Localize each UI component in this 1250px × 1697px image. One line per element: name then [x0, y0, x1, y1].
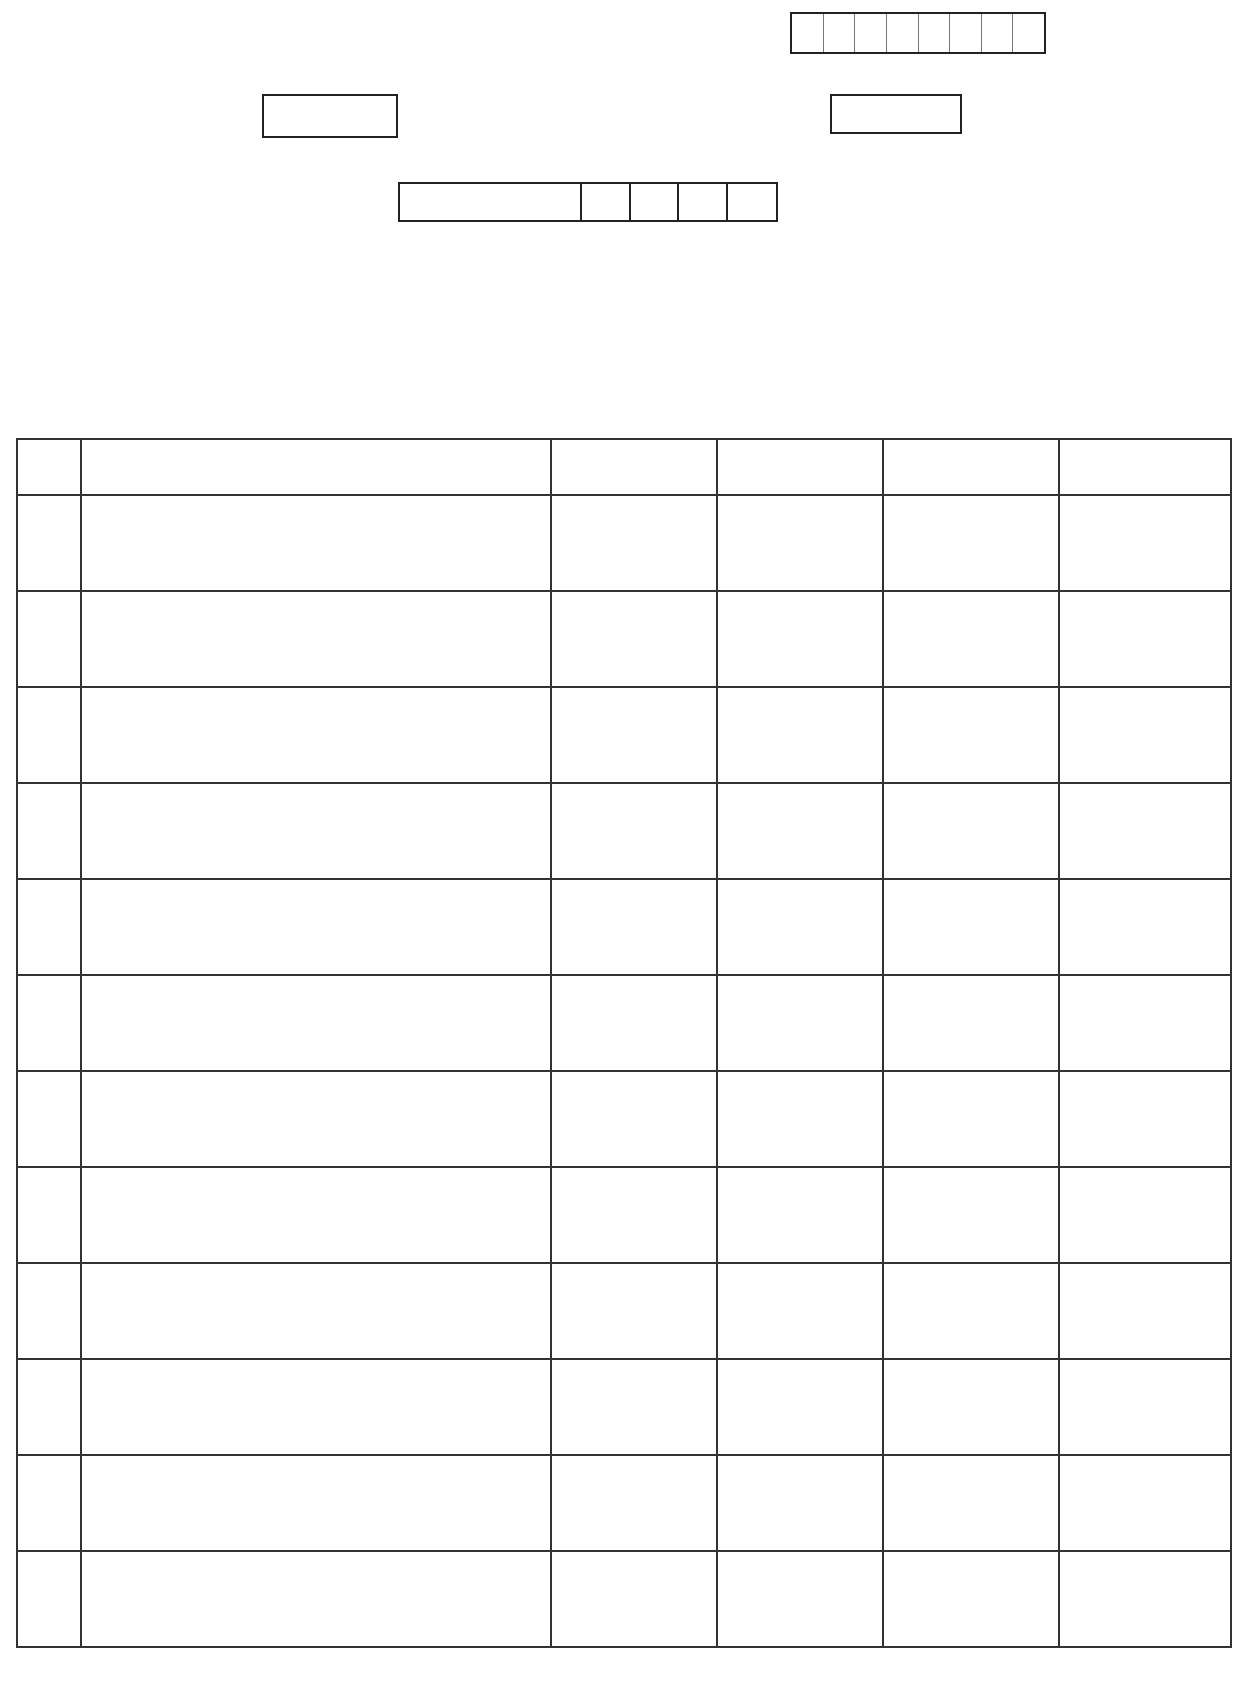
table-row — [17, 1551, 1231, 1647]
option-d[interactable] — [1059, 783, 1231, 879]
option-a[interactable] — [551, 879, 717, 975]
question-number — [17, 879, 81, 975]
option-d[interactable] — [1059, 1359, 1231, 1455]
option-b[interactable] — [717, 495, 883, 591]
option-c[interactable] — [883, 879, 1059, 975]
question-number — [17, 1551, 81, 1647]
option-b[interactable] — [717, 1455, 883, 1551]
option-b[interactable] — [717, 879, 883, 975]
question-cell — [81, 1359, 551, 1455]
table-row — [17, 783, 1231, 879]
paper-code-digit — [631, 184, 680, 220]
option-c[interactable] — [883, 1071, 1059, 1167]
option-c[interactable] — [883, 1551, 1059, 1647]
option-a[interactable] — [551, 1167, 717, 1263]
paper-code-table — [398, 182, 778, 222]
question-cell — [81, 879, 551, 975]
question-cell — [81, 1455, 551, 1551]
paper-code-digit — [582, 184, 631, 220]
group-badge — [262, 94, 398, 138]
option-a[interactable] — [551, 1551, 717, 1647]
table-row — [17, 687, 1231, 783]
question-number — [17, 783, 81, 879]
questions-header — [81, 439, 551, 495]
question-number — [17, 1071, 81, 1167]
option-a[interactable] — [551, 1455, 717, 1551]
option-b[interactable] — [717, 1551, 883, 1647]
group-badge-urdu — [830, 94, 962, 134]
table-header-row — [17, 439, 1231, 495]
question-number — [17, 591, 81, 687]
option-d[interactable] — [1059, 1551, 1231, 1647]
q-number-header — [17, 439, 81, 495]
option-b[interactable] — [717, 1263, 883, 1359]
option-c[interactable] — [883, 783, 1059, 879]
option-d[interactable] — [1059, 1071, 1231, 1167]
paper-code-label — [400, 184, 582, 220]
option-b[interactable] — [717, 591, 883, 687]
question-number — [17, 687, 81, 783]
question-number — [17, 1455, 81, 1551]
option-b[interactable] — [717, 1167, 883, 1263]
option-c[interactable] — [883, 1263, 1059, 1359]
option-b[interactable] — [717, 1359, 883, 1455]
question-cell — [81, 1167, 551, 1263]
roll-number-input[interactable] — [790, 12, 1046, 54]
option-b[interactable] — [717, 975, 883, 1071]
question-cell — [81, 591, 551, 687]
question-number — [17, 1359, 81, 1455]
option-a[interactable] — [551, 687, 717, 783]
option-a[interactable] — [551, 1359, 717, 1455]
option-d[interactable] — [1059, 1263, 1231, 1359]
table-row — [17, 1071, 1231, 1167]
table-row — [17, 1359, 1231, 1455]
table-row — [17, 1263, 1231, 1359]
question-number — [17, 1167, 81, 1263]
option-a[interactable] — [551, 1263, 717, 1359]
paper-code-digit — [679, 184, 728, 220]
option-b[interactable] — [717, 783, 883, 879]
table-row — [17, 879, 1231, 975]
option-c[interactable] — [883, 1455, 1059, 1551]
option-a[interactable] — [551, 783, 717, 879]
option-a[interactable] — [551, 495, 717, 591]
option-d[interactable] — [1059, 879, 1231, 975]
option-c[interactable] — [883, 1167, 1059, 1263]
option-a[interactable] — [551, 975, 717, 1071]
table-row — [17, 1167, 1231, 1263]
option-d[interactable] — [1059, 975, 1231, 1071]
question-cell — [81, 1071, 551, 1167]
question-number — [17, 495, 81, 591]
option-d[interactable] — [1059, 687, 1231, 783]
option-d[interactable] — [1059, 1455, 1231, 1551]
table-row — [17, 1455, 1231, 1551]
table-row — [17, 591, 1231, 687]
option-c[interactable] — [883, 975, 1059, 1071]
question-cell — [81, 1551, 551, 1647]
table-row — [17, 495, 1231, 591]
option-d[interactable] — [1059, 591, 1231, 687]
question-number — [17, 975, 81, 1071]
questions-table — [16, 438, 1232, 1648]
option-b[interactable] — [717, 687, 883, 783]
option-b-header — [717, 439, 883, 495]
option-c[interactable] — [883, 687, 1059, 783]
option-c[interactable] — [883, 495, 1059, 591]
option-c[interactable] — [883, 1359, 1059, 1455]
question-cell — [81, 975, 551, 1071]
question-cell — [81, 495, 551, 591]
option-d-header — [1059, 439, 1231, 495]
option-d[interactable] — [1059, 495, 1231, 591]
option-a[interactable] — [551, 591, 717, 687]
question-cell — [81, 1263, 551, 1359]
option-b[interactable] — [717, 1071, 883, 1167]
option-c[interactable] — [883, 591, 1059, 687]
question-cell — [81, 783, 551, 879]
option-a[interactable] — [551, 1071, 717, 1167]
paper-code-digit — [728, 184, 776, 220]
option-c-header — [883, 439, 1059, 495]
question-number — [17, 1263, 81, 1359]
table-row — [17, 975, 1231, 1071]
option-d[interactable] — [1059, 1167, 1231, 1263]
question-cell — [81, 687, 551, 783]
option-a-header — [551, 439, 717, 495]
